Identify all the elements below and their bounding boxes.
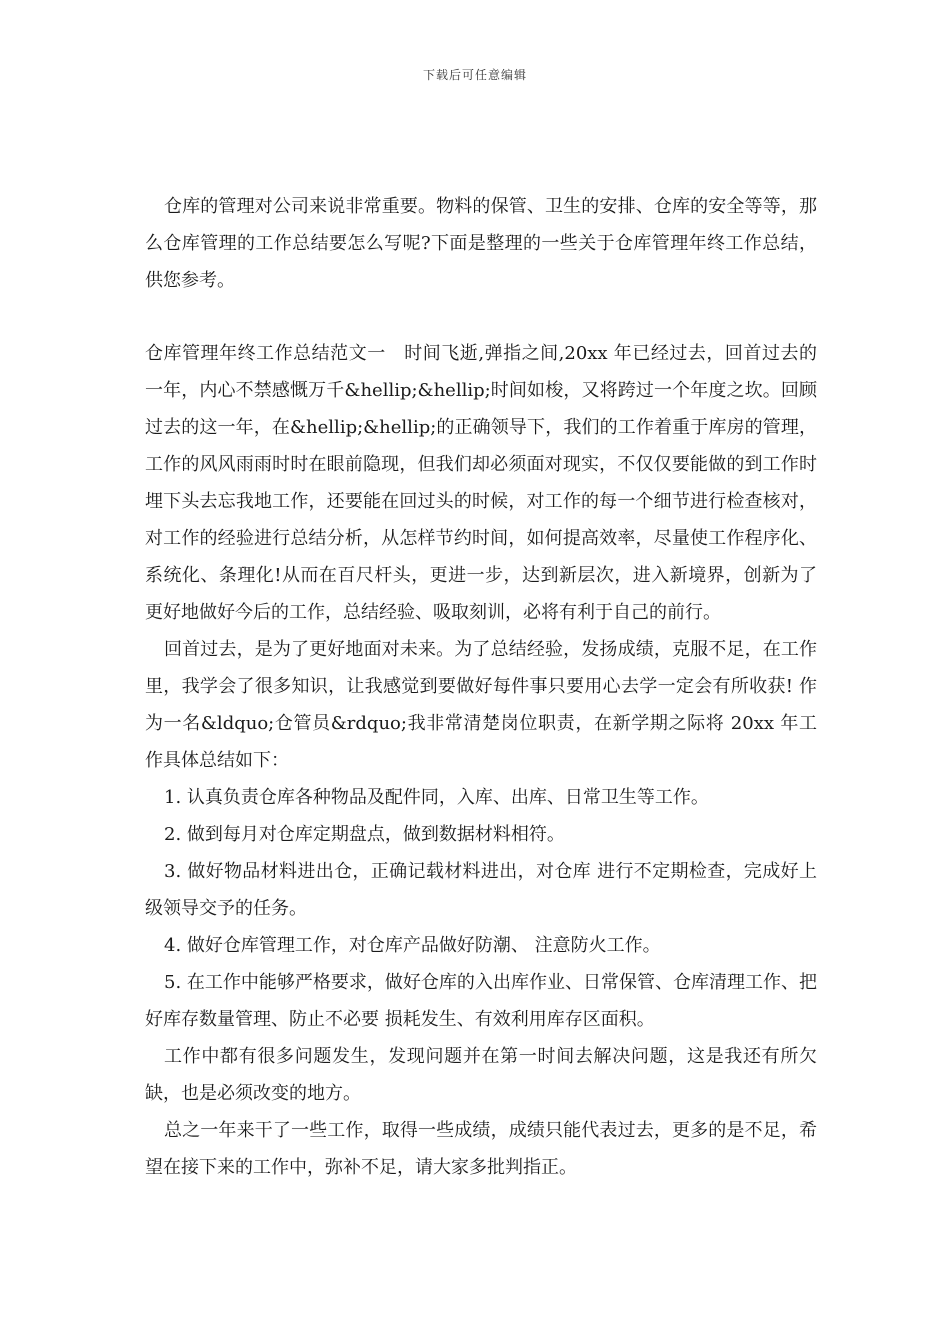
body-paragraph: 5. 在工作中能够严格要求，做好仓库的入出库作业、日常保管、仓库清理工作、把好库存数量管理、防止不必要 损耗发生、有效利用库存区面积。 (145, 972, 817, 1030)
body-paragraph: 工作中都有很多问题发生，发现问题并在第一时间去解决问题，这是我还有所欠缺，也是必须改变的地方。 (145, 1046, 817, 1104)
page-header: 下载后可任意编辑 (422, 68, 527, 82)
body-paragraph: 回首过去，是为了更好地面对未来。为了总结经验，发扬成绩，克服不足，在工作里，我学会了很多知识，让我感觉到要做好每件事只要用心去学一定会有所收获! 作为一名&ldquo;仓管员&rdquo;我非常清楚岗位职责，在新学期之际将 20xx 年工作具体总结如下： (145, 639, 817, 771)
intro-paragraph: 仓库的管理对公司来说非常重要。物料的保管、卫生的安排、仓库的安全等等，那么仓库管理的工作总结要怎么写呢?下面是整理的一些关于仓库管理年终工作总结，供您参考。 (145, 196, 817, 291)
body-paragraph: 3. 做好物品材料进出仓，正确记载材料进出，对仓库 进行不定期检查，完成好上级领导交予的任务。 (145, 861, 817, 919)
body-paragraph: 2. 做到每月对仓库定期盘点，做到数据材料相符。 (164, 824, 565, 845)
body-paragraph: 1. 认真负责仓库各种物品及配件同，入库、出库、日常卫生等工作。 (164, 787, 709, 808)
paragraph-spacer (145, 299, 817, 335)
body-paragraphs (145, 335, 817, 1186)
body-paragraph: 4. 做好仓库管理工作，对仓库产品做好防潮、 注意防火工作。 (164, 935, 661, 956)
body-paragraph: 仓库管理年终工作总结范文一 时间飞逝,弹指之间,20xx 年已经过去，回首过去的一年，内心不禁感慨万千&hellip;&hellip;时间如梭，又将跨过一个年度之坎。回顾过去的这一年，在&hellip;&hellip;的正确领导下，我们的工作着重于库房的管理，工作的风风雨雨时时在眼前隐现，但我们却必须面对现实，不仅仅要能做的到工作时埋下头去忘我地工作，还要能在回过头的时候，对工作的每一个细节进行检查核对，对工作的经验进行总结分析，从怎样节约时间，如何提高效率，尽量使工作程序化、系统化、条理化!从而在百尺杆头，更进一步，达到新层次，进入新境界，创新为了更好地做好今后的工作，总结经验、吸取刻训，必将有利于自己的前行。 (145, 343, 817, 623)
document-body (145, 188, 817, 1186)
body-paragraph: 总之一年来干了一些工作，取得一些成绩，成绩只能代表过去，更多的是不足，希望在接下来的工作中，弥补不足，请大家多批判指正。 (145, 1120, 817, 1178)
